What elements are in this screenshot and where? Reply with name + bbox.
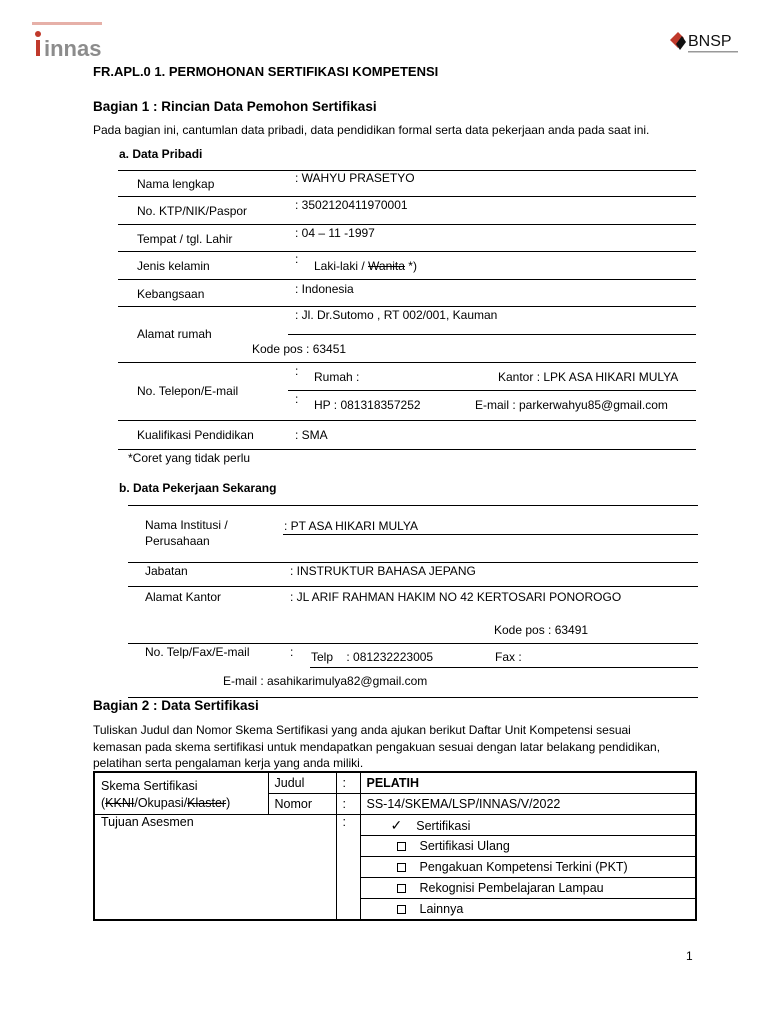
skema-type [101, 795, 268, 812]
skema-open: ( [101, 795, 106, 810]
jk-colon: : [295, 252, 299, 266]
divider [128, 505, 698, 506]
page-number: 1 [686, 949, 693, 963]
skema-label: Skema Sertifikasi [101, 778, 198, 793]
innas-logo [30, 18, 106, 62]
telp-label: No. Telepon/E-mail [137, 384, 239, 398]
telp-kantor-colon: : [290, 645, 294, 659]
divider [118, 362, 696, 363]
ktp-value: : 3502120411970001 [295, 198, 408, 212]
divider [128, 586, 698, 587]
checkbox-icon[interactable] [397, 884, 406, 893]
bangsa-label: Kebangsaan [137, 287, 205, 301]
institusi-value: : PT ASA HIKARI MULYA [284, 519, 419, 533]
fax-label: Fax : [495, 650, 522, 664]
jk-suffix: *) [404, 259, 417, 273]
bagian2-intro-2: kemasan pada skema sertifikasi untuk mendapatkan pengakuan sesuai dengan latar belakang pendidikan, [93, 740, 661, 754]
divider [288, 390, 696, 391]
kodepos-rumah: Kode pos : 63451 [252, 342, 347, 356]
divider [118, 306, 696, 307]
divider [118, 251, 696, 252]
bagian1-title: Bagian 1 : Rincian Data Pemohon Sertifikasi [93, 99, 377, 114]
doc-title: FR.APL.0 1. PERMOHONAN SERTIFIKASI KOMPETENSI [93, 64, 439, 79]
telp-kantor-value: Telp : 081232223005 [311, 650, 434, 664]
alamat-label: Alamat rumah [137, 327, 212, 341]
jk-value [314, 259, 417, 273]
divider [283, 534, 698, 535]
divider [128, 643, 698, 644]
skema-table [93, 771, 697, 921]
option-label: Sertifikasi Ulang [419, 839, 510, 853]
institusi-label-1: Nama Institusi / [145, 518, 228, 532]
email-kantor: E-mail : asahikarimulya82@gmail.com [223, 674, 428, 688]
coret-note: *Coret yang tidak perlu [128, 451, 251, 465]
skema-mid: /Okupasi/ [134, 795, 188, 810]
telp-kantor-label: No. Telp/Fax/E-mail [145, 645, 250, 659]
innas-logo-text: innas [44, 36, 102, 61]
option-label: Rekognisi Pembelajaran Lampau [419, 881, 604, 895]
judul-value: PELATIH [360, 772, 696, 794]
bagian2-title: Bagian 2 : Data Sertifikasi [93, 698, 259, 713]
checkbox-icon[interactable] [397, 905, 406, 914]
jabatan-label: Jabatan [145, 564, 188, 578]
divider [118, 449, 696, 450]
tujuan-label: Tujuan Asesmen [94, 815, 336, 921]
tujuan-colon: : [336, 815, 360, 921]
telp-colon-2: : [295, 392, 299, 406]
jk-label: Jenis kelamin [137, 259, 210, 273]
judul-colon: : [336, 772, 360, 794]
option-label: Pengakuan Kompetensi Terkini (PKT) [419, 860, 628, 874]
nomor-label: Nomor [268, 794, 336, 815]
option-sertifikasi-ulang[interactable] [360, 836, 696, 857]
nama-value: : WAHYU PRASETYO [295, 171, 415, 185]
skema-kkni: KKNI [105, 795, 135, 810]
hp-value: HP : 081318357252 [314, 398, 421, 412]
divider [310, 667, 698, 668]
divider [128, 562, 698, 563]
divider [288, 334, 696, 335]
bagian2-intro-1: Tuliskan Judul dan Nomor Skema Sertifikasi yang anda ajukan berikut Daftar Unit Kompetensi sesuai [93, 723, 631, 737]
ttl-label: Tempat / tgl. Lahir [137, 232, 233, 246]
kualifikasi-label: Kualifikasi Pendidikan [137, 428, 254, 442]
ttl-value: : 04 – 11 -1997 [295, 226, 375, 240]
option-label: Lainnya [419, 902, 464, 916]
nomor-value: SS-14/SKEMA/LSP/INNAS/V/2022 [360, 794, 696, 815]
divider [118, 224, 696, 225]
option-lainnya[interactable] [360, 899, 696, 921]
skema-label-cell [94, 772, 268, 815]
telp-colon-1: : [295, 364, 299, 378]
alamat-kantor-label: Alamat Kantor [145, 590, 222, 604]
divider [118, 279, 696, 280]
kualifikasi-value: : SMA [295, 428, 328, 442]
skema-klaster: Klaster [187, 795, 227, 810]
jabatan-value: : INSTRUKTUR BAHASA JEPANG [290, 564, 476, 578]
jk-laki: Laki-laki / [314, 259, 369, 273]
option-sertifikasi[interactable] [360, 815, 696, 836]
divider [118, 196, 696, 197]
jk-wanita: Wanita [368, 259, 405, 273]
option-label: Sertifikasi [416, 818, 471, 833]
email-value: E-mail : parkerwahyu85@gmail.com [475, 398, 668, 412]
divider [118, 420, 696, 421]
checkbox-icon[interactable] [397, 842, 406, 851]
data-pribadi-title: a. Data Pribadi [119, 147, 203, 161]
bnsp-logo [668, 26, 742, 56]
kantor-value: Kantor : LPK ASA HIKARI MULYA [498, 370, 679, 384]
nama-label: Nama lengkap [137, 177, 215, 191]
option-rpl[interactable] [360, 878, 696, 899]
nomor-colon: : [336, 794, 360, 815]
kodepos-kantor: Kode pos : 63491 [494, 623, 589, 637]
bagian1-intro: Pada bagian ini, cantumlan data pribadi, data pendidikan formal serta data pekerjaan anda pada saat ini. [93, 123, 650, 137]
bangsa-value: : Indonesia [295, 282, 354, 296]
checkbox-icon[interactable] [397, 863, 406, 872]
bnsp-logo-text: BNSP [688, 33, 732, 50]
judul-label: Judul [268, 772, 336, 794]
data-pekerjaan-title: b. Data Pekerjaan Sekarang [119, 481, 277, 495]
alamat-value: : Jl. Dr.Sutomo , RT 002/001, Kauman [295, 308, 498, 322]
option-pkt[interactable] [360, 857, 696, 878]
alamat-kantor-value: : JL ARIF RAHMAN HAKIM NO 42 KERTOSARI PONOROGO [290, 590, 622, 604]
skema-close: ) [226, 795, 231, 810]
checkmark-icon: ✓ [390, 816, 403, 833]
institusi-label-2: Perusahaan [145, 534, 210, 548]
bagian2-intro-3: pelatihan serta pengalaman kerja yang anda miliki. [93, 756, 364, 770]
rumah-label: Rumah : [314, 370, 360, 384]
ktp-label: No. KTP/NIK/Paspor [137, 204, 248, 218]
